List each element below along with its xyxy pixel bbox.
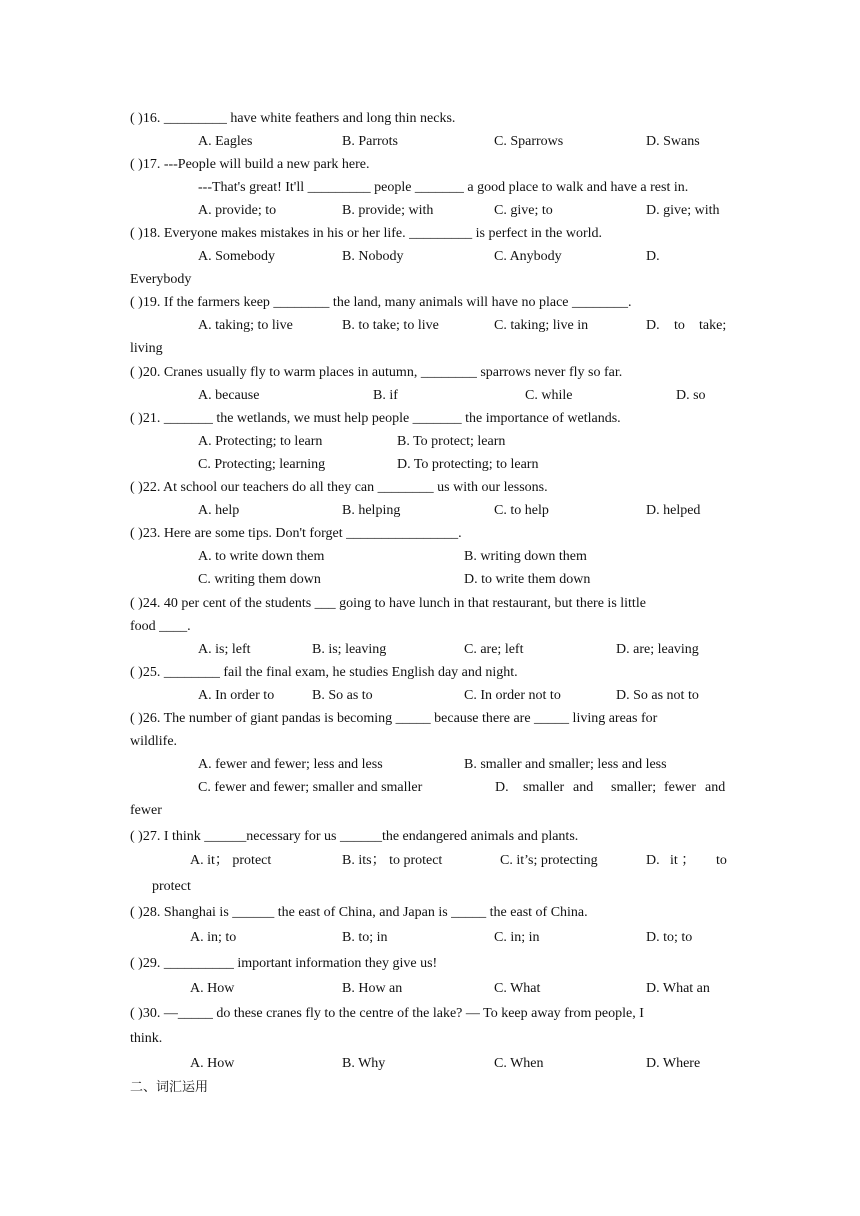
question-29-stem: ( )29. __________ important information they give us! [130,956,438,971]
q20-option-b: B. if [373,388,398,403]
q26-option-d-word3: smaller; [611,780,657,795]
question-30-stem: ( )30. —_____ do these cranes fly to the centre of the lake? — To keep away from people, I [130,1006,644,1021]
question-19-stem: ( )19. If the farmers keep ________ the land, many animals will have no place ________. [130,295,632,310]
q26-option-d-continued: fewer [130,803,162,818]
q18-option-d: D. [646,249,660,264]
q16-option-a: A. Eagles [198,134,253,149]
q25-option-d: D. So as not to [616,688,699,703]
q23-option-a: A. to write down them [198,549,325,564]
q25-option-b: B. So as to [312,688,373,703]
q22-option-b: B. helping [342,503,401,518]
q18-option-b: B. Nobody [342,249,404,264]
q30-option-d: D. Where [646,1056,701,1071]
q28-option-b: B. to; in [342,930,388,945]
question-30-continued: think. [130,1031,163,1046]
q26-option-d-word2: and [573,780,594,795]
q20-option-a: A. because [198,388,260,403]
q19-option-c: C. taking; live in [494,318,589,333]
question-17-line2: ---That's great! It'll _________ people _______ a good place to walk and have a rest in. [198,180,689,195]
q24-option-a: A. is; left [198,642,251,657]
q26-option-a: A. fewer and fewer; less and less [198,757,383,772]
q20-option-c: C. while [525,388,573,403]
q17-option-a: A. provide; to [198,203,277,218]
q20-option-d: D. so [676,388,706,403]
q29-option-d: D. What an [646,981,710,996]
q23-option-d: D. to write them down [464,572,591,587]
question-26-continued: wildlife. [130,734,178,749]
q26-option-d-letter: D. [495,780,509,795]
question-25-stem: ( )25. ________ fail the final exam, he studies English day and night. [130,665,518,680]
q26-option-d-word1: smaller [523,780,565,795]
q16-option-b: B. Parrots [342,134,398,149]
q26-option-d-word5: and [705,780,726,795]
question-18-stem: ( )18. Everyone makes mistakes in his or her life. _________ is perfect in the world. [130,226,602,241]
q21-option-d: D. To protecting; to learn [397,457,539,472]
section-2-heading: 二、词汇运用 [130,1080,209,1095]
q29-option-b: B. How an [342,981,403,996]
q30-option-c: C. When [494,1056,544,1071]
q19-option-d-word2: take; [699,318,727,333]
q18-option-d-continued: Everybody [130,272,192,287]
question-26-stem: ( )26. The number of giant pandas is becoming _____ because there are _____ living areas for [130,711,658,726]
q28-option-a: A. in; to [190,930,237,945]
q24-option-b: B. is; leaving [312,642,387,657]
q26-option-b: B. smaller and smaller; less and less [464,757,667,772]
q28-option-c: C. in; in [494,930,540,945]
question-22-stem: ( )22. At school our teachers do all they can ________ us with our lessons. [130,480,548,495]
q21-option-a: A. Protecting; to learn [198,434,323,449]
q19-option-a: A. taking; to live [198,318,293,333]
q26-option-d-word4: fewer [664,780,696,795]
question-20-stem: ( )20. Cranes usually fly to warm places in autumn, ________ sparrows never fly so far. [130,365,623,380]
q27-option-d-letter: D. [646,853,660,868]
question-28-stem: ( )28. Shanghai is ______ the east of China, and Japan is _____ the east of China. [130,905,588,920]
q24-option-c: C. are; left [464,642,524,657]
q19-option-d-letter: D. [646,318,660,333]
question-24-continued: food ____. [130,619,191,634]
q19-option-d-continued: living [130,341,163,356]
q30-option-a: A. How [190,1056,235,1071]
q16-option-c: C. Sparrows [494,134,564,149]
q19-option-d-word1: to [674,318,685,333]
q23-option-b: B. writing down them [464,549,587,564]
q21-option-b: B. To protect; learn [397,434,506,449]
question-24-stem: ( )24. 40 per cent of the students ___ going to have lunch in that restaurant, but there is little [130,596,646,611]
q27-option-a: A. it； protect [190,853,272,868]
question-17-stem: ( )17. ---People will build a new park here. [130,157,370,172]
q18-option-a: A. Somebody [198,249,275,264]
q17-option-b: B. provide; with [342,203,434,218]
q21-option-c: C. Protecting; learning [198,457,326,472]
q26-option-c: C. fewer and fewer; smaller and smaller [198,780,423,795]
q22-option-d: D. helped [646,503,701,518]
q27-option-d-word1: it ； [670,853,696,868]
q25-option-c: C. In order not to [464,688,561,703]
question-23-stem: ( )23. Here are some tips. Don't forget ________________. [130,526,462,541]
q27-option-b: B. its； to protect [342,853,443,868]
q29-option-c: C. What [494,981,541,996]
q24-option-d: D. are; leaving [616,642,699,657]
q17-option-d: D. give; with [646,203,720,218]
question-16-stem: ( )16. _________ have white feathers and long thin necks. [130,111,456,126]
q27-option-c: C. it’s; protecting [500,853,598,868]
q22-option-a: A. help [198,503,240,518]
q28-option-d: D. to; to [646,930,693,945]
q30-option-b: B. Why [342,1056,386,1071]
q23-option-c: C. writing them down [198,572,321,587]
q25-option-a: A. In order to [198,688,275,703]
question-27-stem: ( )27. I think ______necessary for us ______the endangered animals and plants. [130,829,579,844]
question-21-stem: ( )21. _______ the wetlands, we must help people _______ the importance of wetlands. [130,411,621,426]
q22-option-c: C. to help [494,503,549,518]
q29-option-a: A. How [190,981,235,996]
q27-option-d-word2: to [716,853,727,868]
q16-option-d: D. Swans [646,134,700,149]
q27-option-d-continued: protect [152,879,191,894]
q17-option-c: C. give; to [494,203,553,218]
q18-option-c: C. Anybody [494,249,562,264]
q19-option-b: B. to take; to live [342,318,439,333]
